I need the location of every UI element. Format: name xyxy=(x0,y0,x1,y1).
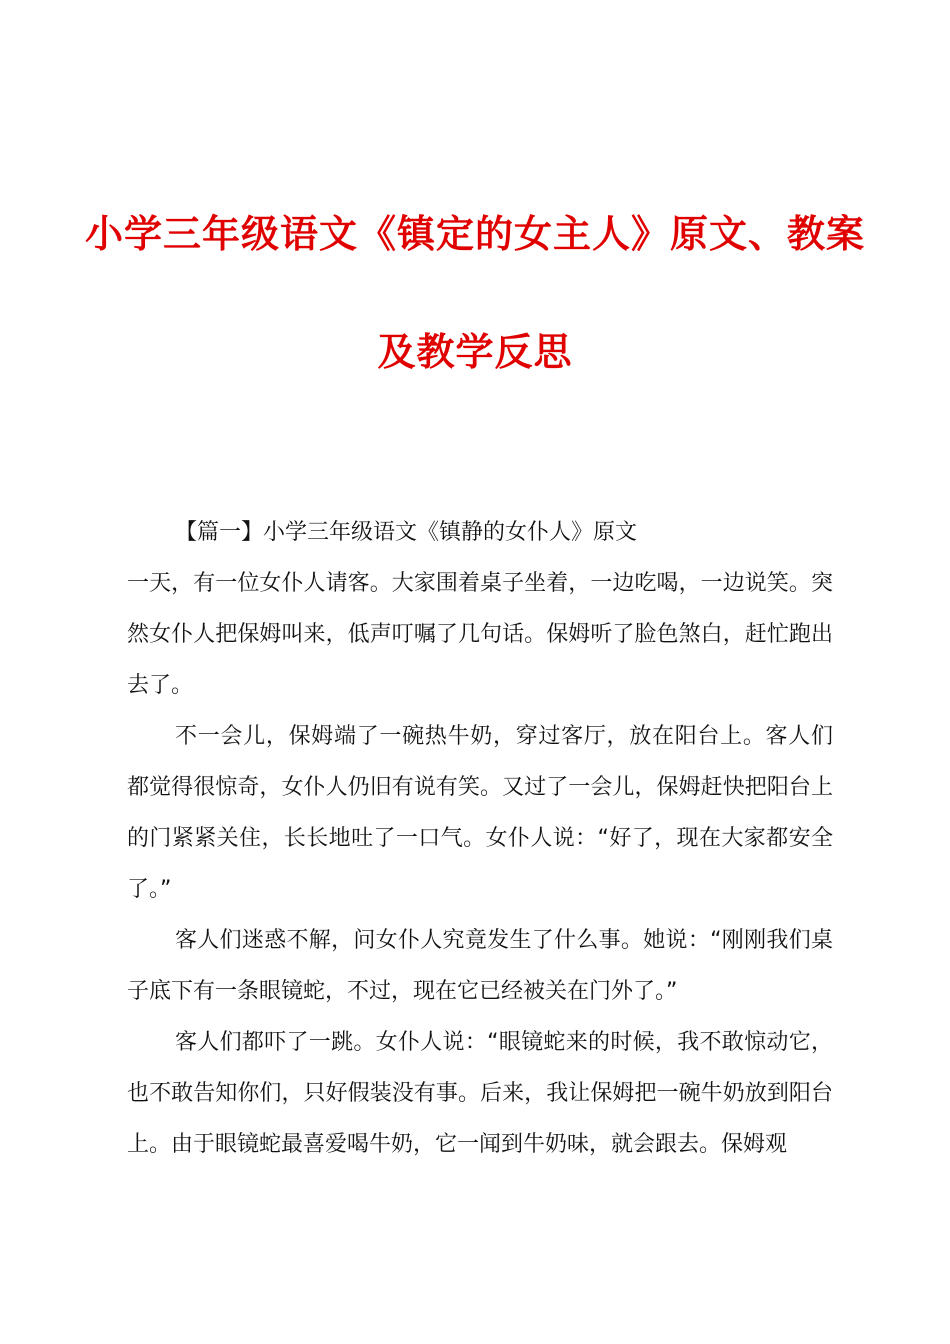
paragraph-text: 客人们都吓了一跳。女仆人说：“眼镜蛇来的时候，我不敢惊动它，也不敢告知你们，只好假装没有事。后来，我让保姆把一碗牛奶放到阳台上。由于眼镜蛇最喜爱喝牛奶，它一闻到牛奶味，就会跟去。保姆观 xyxy=(127,1030,833,1157)
document-title-line-1: 小学三年级语文《镇定的女主人》原文、教案 xyxy=(84,211,865,256)
document-title-line-2: 及教学反思 xyxy=(377,329,573,374)
paragraph-1 xyxy=(127,558,833,711)
paragraph-text: 客人们迷惑不解，问女仆人究竟发生了什么事。她说：“刚刚我们桌子底下有一条眼镜蛇，不过，现在它已经被关在门外了。” xyxy=(127,928,833,1004)
paragraph-text: 一天，有一位女仆人请客。大家围着桌子坐着，一边吃喝，一边说笑。突然女仆人把保姆叫来，低声叮嘱了几句话。保姆听了脸色煞白，赶忙跑出去了。 xyxy=(127,571,833,698)
paragraph-2 xyxy=(127,711,833,915)
paragraph-text: 不一会儿，保姆端了一碗热牛奶，穿过客厅，放在阳台上。客人们都觉得很惊奇，女仆人仍旧有说有笑。又过了一会儿，保姆赶快把阳台上的门紧紧关住，长长地吐了一口气。女仆人说：“好了，现在大家都安全了。” xyxy=(127,724,833,902)
paragraph-4 xyxy=(127,1017,833,1170)
section-heading: 【篇一】小学三年级语文《镇静的女仆人》原文 xyxy=(175,520,638,545)
paragraph-3 xyxy=(127,915,833,1017)
